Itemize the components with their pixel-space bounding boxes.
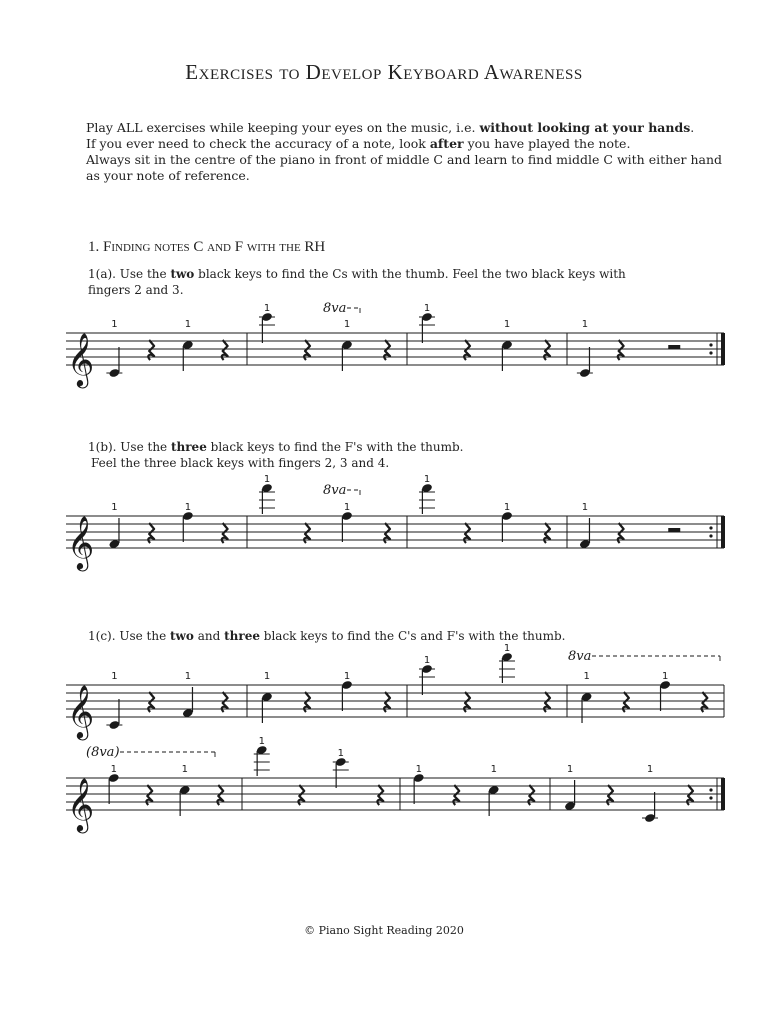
fingering-number: 1 bbox=[490, 764, 497, 775]
fingering-number: 1 bbox=[566, 764, 574, 775]
exercise-1a-line-2: fingers 2 and 3. bbox=[88, 283, 184, 297]
intro-line-4: as your note of reference. bbox=[86, 168, 250, 183]
fingering-number: 1 bbox=[181, 764, 188, 775]
ottava-mark: (8va) bbox=[86, 745, 120, 760]
repeat-dot bbox=[709, 526, 712, 529]
repeat-dot bbox=[709, 788, 712, 791]
ex1c-text-c: black keys to find the C's and F's with the thumb. bbox=[259, 629, 566, 643]
fingering-number: 1 bbox=[581, 319, 589, 330]
treble-clef: 𝄞 bbox=[67, 777, 95, 831]
half-rest bbox=[668, 345, 680, 349]
fingering-number: 1 bbox=[343, 319, 351, 330]
fingering-number: 1 bbox=[111, 319, 118, 330]
ex1a-bold: two bbox=[170, 267, 195, 281]
final-barline bbox=[721, 333, 725, 365]
half-rest bbox=[668, 528, 680, 532]
fingering-number: 1 bbox=[184, 671, 192, 682]
fingering-number: 1 bbox=[263, 474, 271, 485]
ex1c-bold-1: two bbox=[170, 629, 194, 643]
ex1a-text-b: black keys to find the Cs with the thumb. Feel the two black keys with bbox=[194, 267, 626, 281]
intro-line-3: Always sit in the centre of the piano in front of middle C and learn to find middle C with either hand bbox=[86, 152, 723, 167]
ex1c-text-a: 1(c). Use the bbox=[88, 629, 171, 643]
intro-line-1-bold: without looking at your hands bbox=[479, 120, 691, 135]
fingering-number: 1 bbox=[111, 502, 118, 513]
fingering-number: 1 bbox=[343, 502, 351, 513]
final-barline bbox=[721, 516, 725, 548]
ex1c-text-b: and bbox=[193, 629, 225, 643]
treble-clef: 𝄞 bbox=[67, 684, 95, 738]
ottava-mark: 8va bbox=[323, 483, 347, 498]
fingering-number: 1 bbox=[343, 671, 351, 682]
fingering-number: 1 bbox=[503, 502, 511, 513]
intro-line-2-end: you have played the note. bbox=[463, 136, 631, 151]
intro-line-2-text: If you ever need to check the accuracy of a note, look bbox=[86, 136, 430, 151]
fingering-number: 1 bbox=[503, 319, 511, 330]
fingering-number: 1 bbox=[258, 736, 265, 747]
fingering-number: 1 bbox=[111, 671, 118, 682]
fingering-number: 1 bbox=[337, 748, 344, 759]
fingering-number: 1 bbox=[415, 764, 422, 775]
fingering-number: 1 bbox=[581, 502, 589, 513]
repeat-dot bbox=[709, 343, 712, 346]
ex1b-text-b: black keys to find the F's with the thumb. bbox=[206, 440, 464, 454]
fingering-number: 1 bbox=[503, 643, 511, 654]
repeat-dot bbox=[709, 534, 712, 537]
repeat-dot bbox=[709, 796, 712, 799]
fingering-number: 1 bbox=[263, 671, 271, 682]
fingering-number: 1 bbox=[184, 319, 192, 330]
fingering-number: 1 bbox=[184, 502, 192, 513]
treble-clef: 𝄞 bbox=[67, 332, 95, 386]
fingering-number: 1 bbox=[661, 671, 669, 682]
repeat-dot bbox=[709, 351, 712, 354]
fingering-number: 1 bbox=[423, 474, 431, 485]
fingering-number: 1 bbox=[583, 671, 590, 682]
ex1a-text-a: 1(a). Use the bbox=[88, 267, 171, 281]
ex1b-bold: three bbox=[170, 440, 207, 454]
final-barline bbox=[721, 778, 725, 810]
copyright-footer: © Piano Sight Reading 2020 bbox=[304, 924, 464, 937]
intro-line-1-text: Play ALL exercises while keeping your eyes on the music, i.e. bbox=[86, 120, 480, 135]
ottava-mark: 8va bbox=[568, 649, 592, 664]
fingering-number: 1 bbox=[646, 764, 654, 775]
fingering-number: 1 bbox=[110, 764, 117, 775]
fingering-number: 1 bbox=[423, 655, 431, 666]
fingering-number: 1 bbox=[263, 303, 271, 314]
ex1c-bold-2: three bbox=[224, 629, 260, 643]
ottava-mark: 8va bbox=[323, 301, 347, 316]
fingering-number: 1 bbox=[423, 303, 431, 314]
ex1b-text-a: 1(b). Use the bbox=[88, 440, 171, 454]
treble-clef: 𝄞 bbox=[67, 515, 95, 569]
intro-line-2-bold: after bbox=[429, 136, 464, 151]
page-title: Exercises to Develop Keyboard Awareness bbox=[185, 60, 583, 84]
intro-line-1-end: . bbox=[690, 120, 695, 135]
section-heading: 1. Finding notes C and F with the RH bbox=[88, 239, 326, 255]
exercise-1b-line-2: Feel the three black keys with fingers 2, 3 and 4. bbox=[91, 456, 390, 470]
